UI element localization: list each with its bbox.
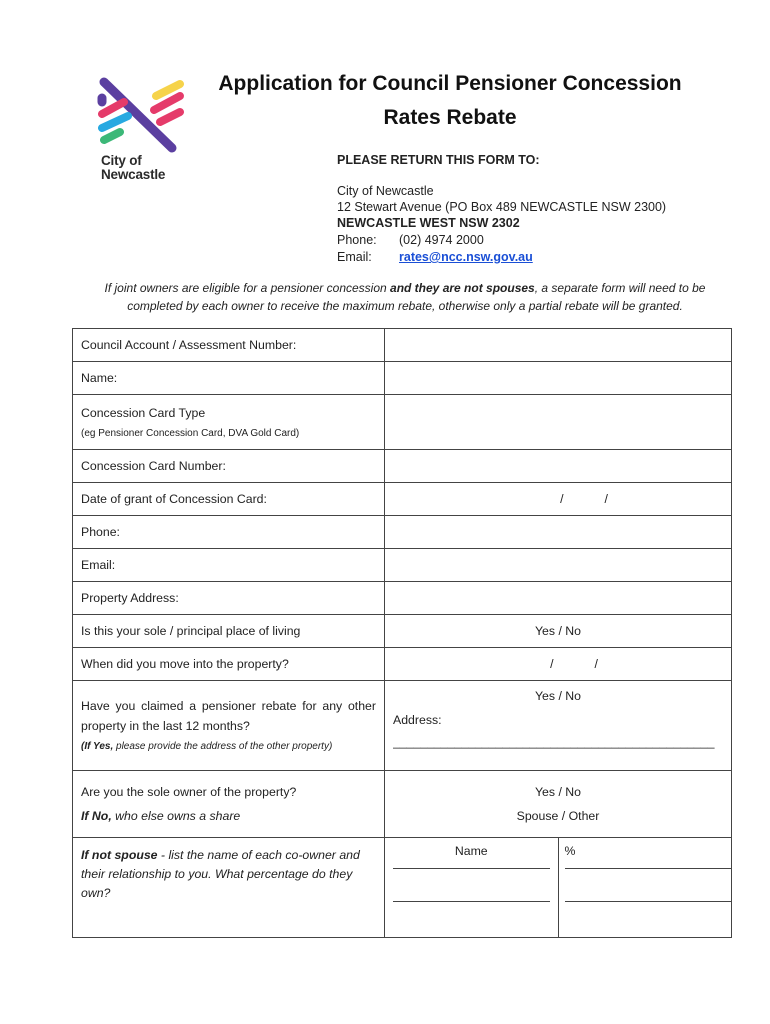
card-type-label: Concession Card Type (81, 405, 206, 420)
phone-value: (02) 4974 2000 (399, 233, 484, 247)
email-link[interactable]: rates@ncc.nsw.gov.au (399, 250, 533, 264)
account-label: Council Account / Assessment Number: (73, 329, 385, 362)
table-row (73, 615, 732, 648)
address-org: City of Newcastle (337, 184, 434, 198)
table-row (73, 648, 732, 681)
note-text-bold: and they are not spouses (390, 281, 535, 295)
co-owner-percent-header: % (564, 844, 576, 858)
table-row (73, 681, 732, 771)
co-owner-instructions (81, 846, 376, 903)
if-yes-bold: (If Yes, (81, 741, 114, 752)
name-line-1[interactable] (393, 868, 550, 869)
co-owner-name-column[interactable] (385, 838, 559, 938)
table-row (73, 838, 732, 938)
table-row (73, 329, 732, 362)
card-number-input[interactable] (385, 450, 732, 483)
account-input[interactable] (385, 329, 732, 362)
percent-line-1[interactable] (565, 868, 732, 869)
if-no-note (81, 809, 376, 823)
note-text-1: If joint owners are eligible for a pensioner concession (104, 281, 391, 295)
not-spouse-rest: - list the name of each co-owner and their relationship to you. What percentage do they own? (81, 848, 360, 900)
address-email (337, 249, 533, 265)
other-claim-address-line[interactable]: _______________________________________________ (393, 735, 715, 749)
card-type-input[interactable] (385, 395, 732, 450)
table-row (73, 771, 732, 838)
if-yes-note (81, 738, 376, 755)
not-spouse-bold: If not spouse (81, 848, 158, 862)
property-address-label: Property Address: (73, 582, 385, 615)
other-claim-answer[interactable] (385, 681, 732, 771)
table-row (73, 549, 732, 582)
table-row (73, 450, 732, 483)
co-owner-percent-column[interactable] (558, 838, 732, 938)
name-input[interactable] (385, 362, 732, 395)
co-owner-cell (73, 838, 385, 938)
spouse-other-option[interactable]: Spouse / Other (516, 809, 600, 823)
address-street: 12 Stewart Avenue (PO Box 489 NEWCASTLE NSW 2300) (337, 200, 667, 214)
sole-place-yes-no[interactable]: Yes / No (385, 615, 732, 648)
logo-text-line2: Newcastle (101, 167, 166, 182)
co-owner-name-header: Name (454, 844, 488, 858)
other-claim-label: Have you claimed a pensioner rebate for any other property in the last 12 months? (81, 699, 376, 733)
other-claim-yes-no[interactable]: Yes / No (534, 689, 582, 703)
application-form-table (72, 328, 732, 938)
sole-owner-cell (73, 771, 385, 838)
name-label: Name: (73, 362, 385, 395)
logo-mark-icon (94, 74, 194, 154)
grant-date-input[interactable]: / / (385, 483, 732, 516)
address-phone (337, 232, 484, 248)
sole-place-label: Is this your sole / principal place of living (73, 615, 385, 648)
table-row (73, 483, 732, 516)
property-address-input[interactable] (385, 582, 732, 615)
table-row (73, 362, 732, 395)
name-line-2[interactable] (393, 901, 550, 902)
address-suburb: NEWCASTLE WEST NSW 2302 (337, 216, 520, 230)
card-number-label: Concession Card Number: (73, 450, 385, 483)
phone-label: Phone: (337, 233, 377, 247)
if-yes-rest: please provide the address of the other property) (113, 741, 333, 752)
moved-in-label: When did you move into the property? (73, 648, 385, 681)
moved-in-date-input[interactable]: / / (385, 648, 732, 681)
table-row (73, 582, 732, 615)
page-title: Application for Council Pensioner Concession (218, 72, 682, 95)
if-no-rest: who else owns a share (111, 809, 241, 823)
email-label: Email: (337, 250, 372, 264)
page-title-line2: Rates Rebate (383, 106, 517, 129)
percent-line-2[interactable] (565, 901, 732, 902)
sole-owner-answer[interactable] (385, 771, 732, 838)
note-text-2: , a separate form will need to be completed by each owner to receive the maximum rebate, otherwise only a partial rebate will be granted. (127, 281, 706, 313)
logo-text-line1: City of (101, 153, 142, 168)
phone-input[interactable] (385, 516, 732, 549)
card-type-cell (73, 395, 385, 450)
city-of-newcastle-logo (94, 74, 194, 184)
other-claim-cell (73, 681, 385, 771)
if-no-bold: If No, (81, 809, 112, 823)
sole-owner-yes-no[interactable]: Yes / No (534, 785, 582, 799)
email-input[interactable] (385, 549, 732, 582)
return-heading: PLEASE RETURN THIS FORM TO: (337, 153, 540, 167)
phone-field-label: Phone: (73, 516, 385, 549)
card-type-example: (eg Pensioner Concession Card, DVA Gold Card) (81, 427, 300, 439)
email-field-label: Email: (73, 549, 385, 582)
joint-owner-note (80, 279, 730, 315)
table-row (73, 395, 732, 450)
table-row (73, 516, 732, 549)
sole-owner-label: Are you the sole owner of the property? (81, 785, 297, 799)
grant-date-label: Date of grant of Concession Card: (73, 483, 385, 516)
other-claim-address-label: Address: (393, 713, 442, 727)
